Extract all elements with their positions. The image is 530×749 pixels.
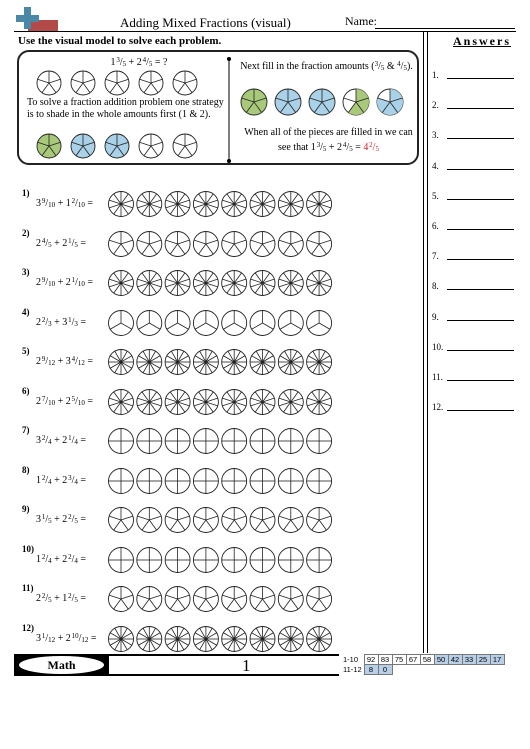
problem-number: 6) bbox=[22, 385, 30, 396]
problem-equation: 3 $^1/_{12} + 2$ $^{10}/_{12}$ = bbox=[36, 631, 97, 644]
score-cell: 42 bbox=[448, 655, 462, 665]
name-field[interactable] bbox=[375, 28, 515, 29]
answer-number: 4. bbox=[432, 160, 439, 171]
problem-number: 2) bbox=[22, 227, 30, 238]
answer-field[interactable] bbox=[447, 108, 514, 109]
problem-circles bbox=[108, 427, 348, 455]
problem-number: 9) bbox=[22, 504, 30, 514]
problem-number: 7) bbox=[22, 425, 30, 435]
example-equation: 1 $^3/_5 + 2$ $^4/_5$ = ? bbox=[110, 56, 168, 68]
answer-field[interactable] bbox=[447, 199, 514, 200]
answer-number: 10. bbox=[432, 341, 444, 352]
problem-circles bbox=[108, 625, 348, 653]
example-text-step2: Next fill in the fraction amounts ($^3/_5$ & $^4/_5$). bbox=[240, 60, 413, 72]
answer-field[interactable] bbox=[447, 320, 514, 321]
problem-number: 11) bbox=[22, 583, 34, 593]
score-cell: 17 bbox=[490, 655, 504, 665]
answer-field[interactable] bbox=[447, 78, 514, 79]
example-text-result: When all of the pieces are filled in we can see that 1 $^3/_5 + 2$ $^4/_5 = 4$ $^2/_5$ bbox=[244, 127, 413, 153]
problem-circles bbox=[108, 388, 348, 416]
problem-circles bbox=[108, 269, 348, 297]
problem-circles bbox=[108, 309, 348, 337]
answer-field[interactable] bbox=[447, 289, 514, 290]
answer-number: 3. bbox=[432, 130, 439, 141]
score-cell: 67 bbox=[406, 655, 420, 665]
answer-field[interactable] bbox=[447, 380, 514, 381]
score-table bbox=[342, 654, 505, 675]
problem-circles bbox=[108, 467, 348, 495]
problem-circles bbox=[108, 230, 348, 258]
problem-circles bbox=[108, 506, 348, 534]
problem-number: 1) bbox=[22, 188, 30, 198]
answer-field[interactable] bbox=[447, 350, 514, 351]
score-cell: 0 bbox=[378, 665, 392, 675]
example-box bbox=[17, 50, 419, 165]
problem-equation: 2 $^9/_{12} + 3$ $^4/_{12}$ = bbox=[36, 355, 94, 367]
answer-field[interactable] bbox=[447, 259, 514, 260]
problem-equation: 3 $^2/_4 + 2$ $^1/_4$ = bbox=[36, 434, 87, 446]
score-cell: 33 bbox=[462, 655, 476, 665]
answers-title: Answers bbox=[453, 34, 511, 48]
answer-number: 1. bbox=[432, 70, 439, 80]
problem-equation: 2 $^4/_5 + 2$ $^1/_5$ = bbox=[36, 236, 87, 249]
problem-number: 4) bbox=[22, 306, 30, 317]
score-row bbox=[342, 655, 504, 665]
answer-column-rule bbox=[423, 31, 424, 653]
score-row bbox=[342, 665, 504, 675]
answer-number: 8. bbox=[432, 281, 439, 292]
problem-equation: 3 $^1/_5 + 2$ $^2/_5$ = bbox=[36, 513, 87, 525]
problem-equation: 1 $^2/_4 + 2$ $^2/_4$ = bbox=[36, 552, 87, 565]
example-text-step1: To solve a fraction addition problem one strategy is to shade in the whole amounts first (1 & 2). bbox=[27, 97, 224, 120]
subject-badge bbox=[14, 654, 109, 676]
score-row-label: 11-12 bbox=[343, 665, 362, 674]
answer-column-rule bbox=[427, 31, 428, 653]
problem-equation: 2 $^2/_3 + 3$ $^1/_3$ = bbox=[36, 315, 87, 328]
answer-field[interactable] bbox=[447, 229, 514, 230]
header-rule bbox=[14, 31, 516, 32]
name-label: Name: bbox=[345, 14, 377, 28]
answer-number: 12. bbox=[432, 402, 444, 413]
problem-equation: 2 $^2/_5 + 1$ $^2/_5$ = bbox=[36, 592, 87, 604]
example-answer: 4 $^2/_5$ bbox=[363, 141, 379, 153]
problem-number: 10) bbox=[22, 543, 34, 554]
score-cell: 8 bbox=[364, 665, 378, 675]
answer-field[interactable] bbox=[447, 410, 514, 411]
problem-circles bbox=[108, 348, 348, 376]
problem-number: 12) bbox=[22, 622, 34, 633]
problem-equation: 1 $^2/_4 + 2$ $^3/_4$ = bbox=[36, 473, 87, 486]
answer-field[interactable] bbox=[447, 138, 514, 139]
example-circles-blank bbox=[35, 69, 210, 97]
answer-number: 11. bbox=[432, 372, 443, 382]
page-number: 1 bbox=[242, 656, 251, 675]
problem-number: 8) bbox=[22, 464, 30, 475]
problem-circles bbox=[108, 585, 348, 613]
example-circles-filled bbox=[239, 87, 414, 117]
problem-number: 5) bbox=[22, 346, 30, 356]
answer-field[interactable] bbox=[447, 169, 514, 170]
instructions: Use the visual model to solve each problem. bbox=[18, 35, 222, 47]
score-cell: 83 bbox=[378, 655, 392, 665]
problem-number: 3) bbox=[22, 267, 30, 277]
worksheet-logo bbox=[14, 6, 60, 34]
score-cell: 25 bbox=[476, 655, 490, 665]
example-circles-wholes bbox=[35, 132, 210, 160]
worksheet-title: Adding Mixed Fractions (visual) bbox=[120, 15, 291, 30]
score-cell: 92 bbox=[364, 655, 378, 665]
subject-label: Math bbox=[19, 656, 104, 674]
answer-number: 5. bbox=[432, 190, 439, 201]
answer-number: 2. bbox=[432, 100, 439, 111]
problem-equation: 2 $^9/_{10} + 2$ $^1/_{10}$ = bbox=[36, 276, 94, 288]
score-cell: 75 bbox=[392, 655, 406, 665]
example-divider bbox=[224, 56, 234, 164]
score-cell: 50 bbox=[434, 655, 448, 665]
problem-circles bbox=[108, 190, 348, 218]
answer-number: 7. bbox=[432, 251, 439, 262]
score-row-label: 1-10 bbox=[343, 655, 359, 664]
problem-circles bbox=[108, 546, 348, 574]
problem-equation: 2 $^7/_{10} + 2$ $^5/_{10}$ = bbox=[36, 394, 94, 407]
problem-equation: 3 $^9/_{10} + 1$ $^2/_{10}$ = bbox=[36, 197, 94, 209]
answer-number: 6. bbox=[432, 221, 439, 231]
score-cell: 58 bbox=[420, 655, 434, 665]
answer-number: 9. bbox=[432, 311, 439, 322]
